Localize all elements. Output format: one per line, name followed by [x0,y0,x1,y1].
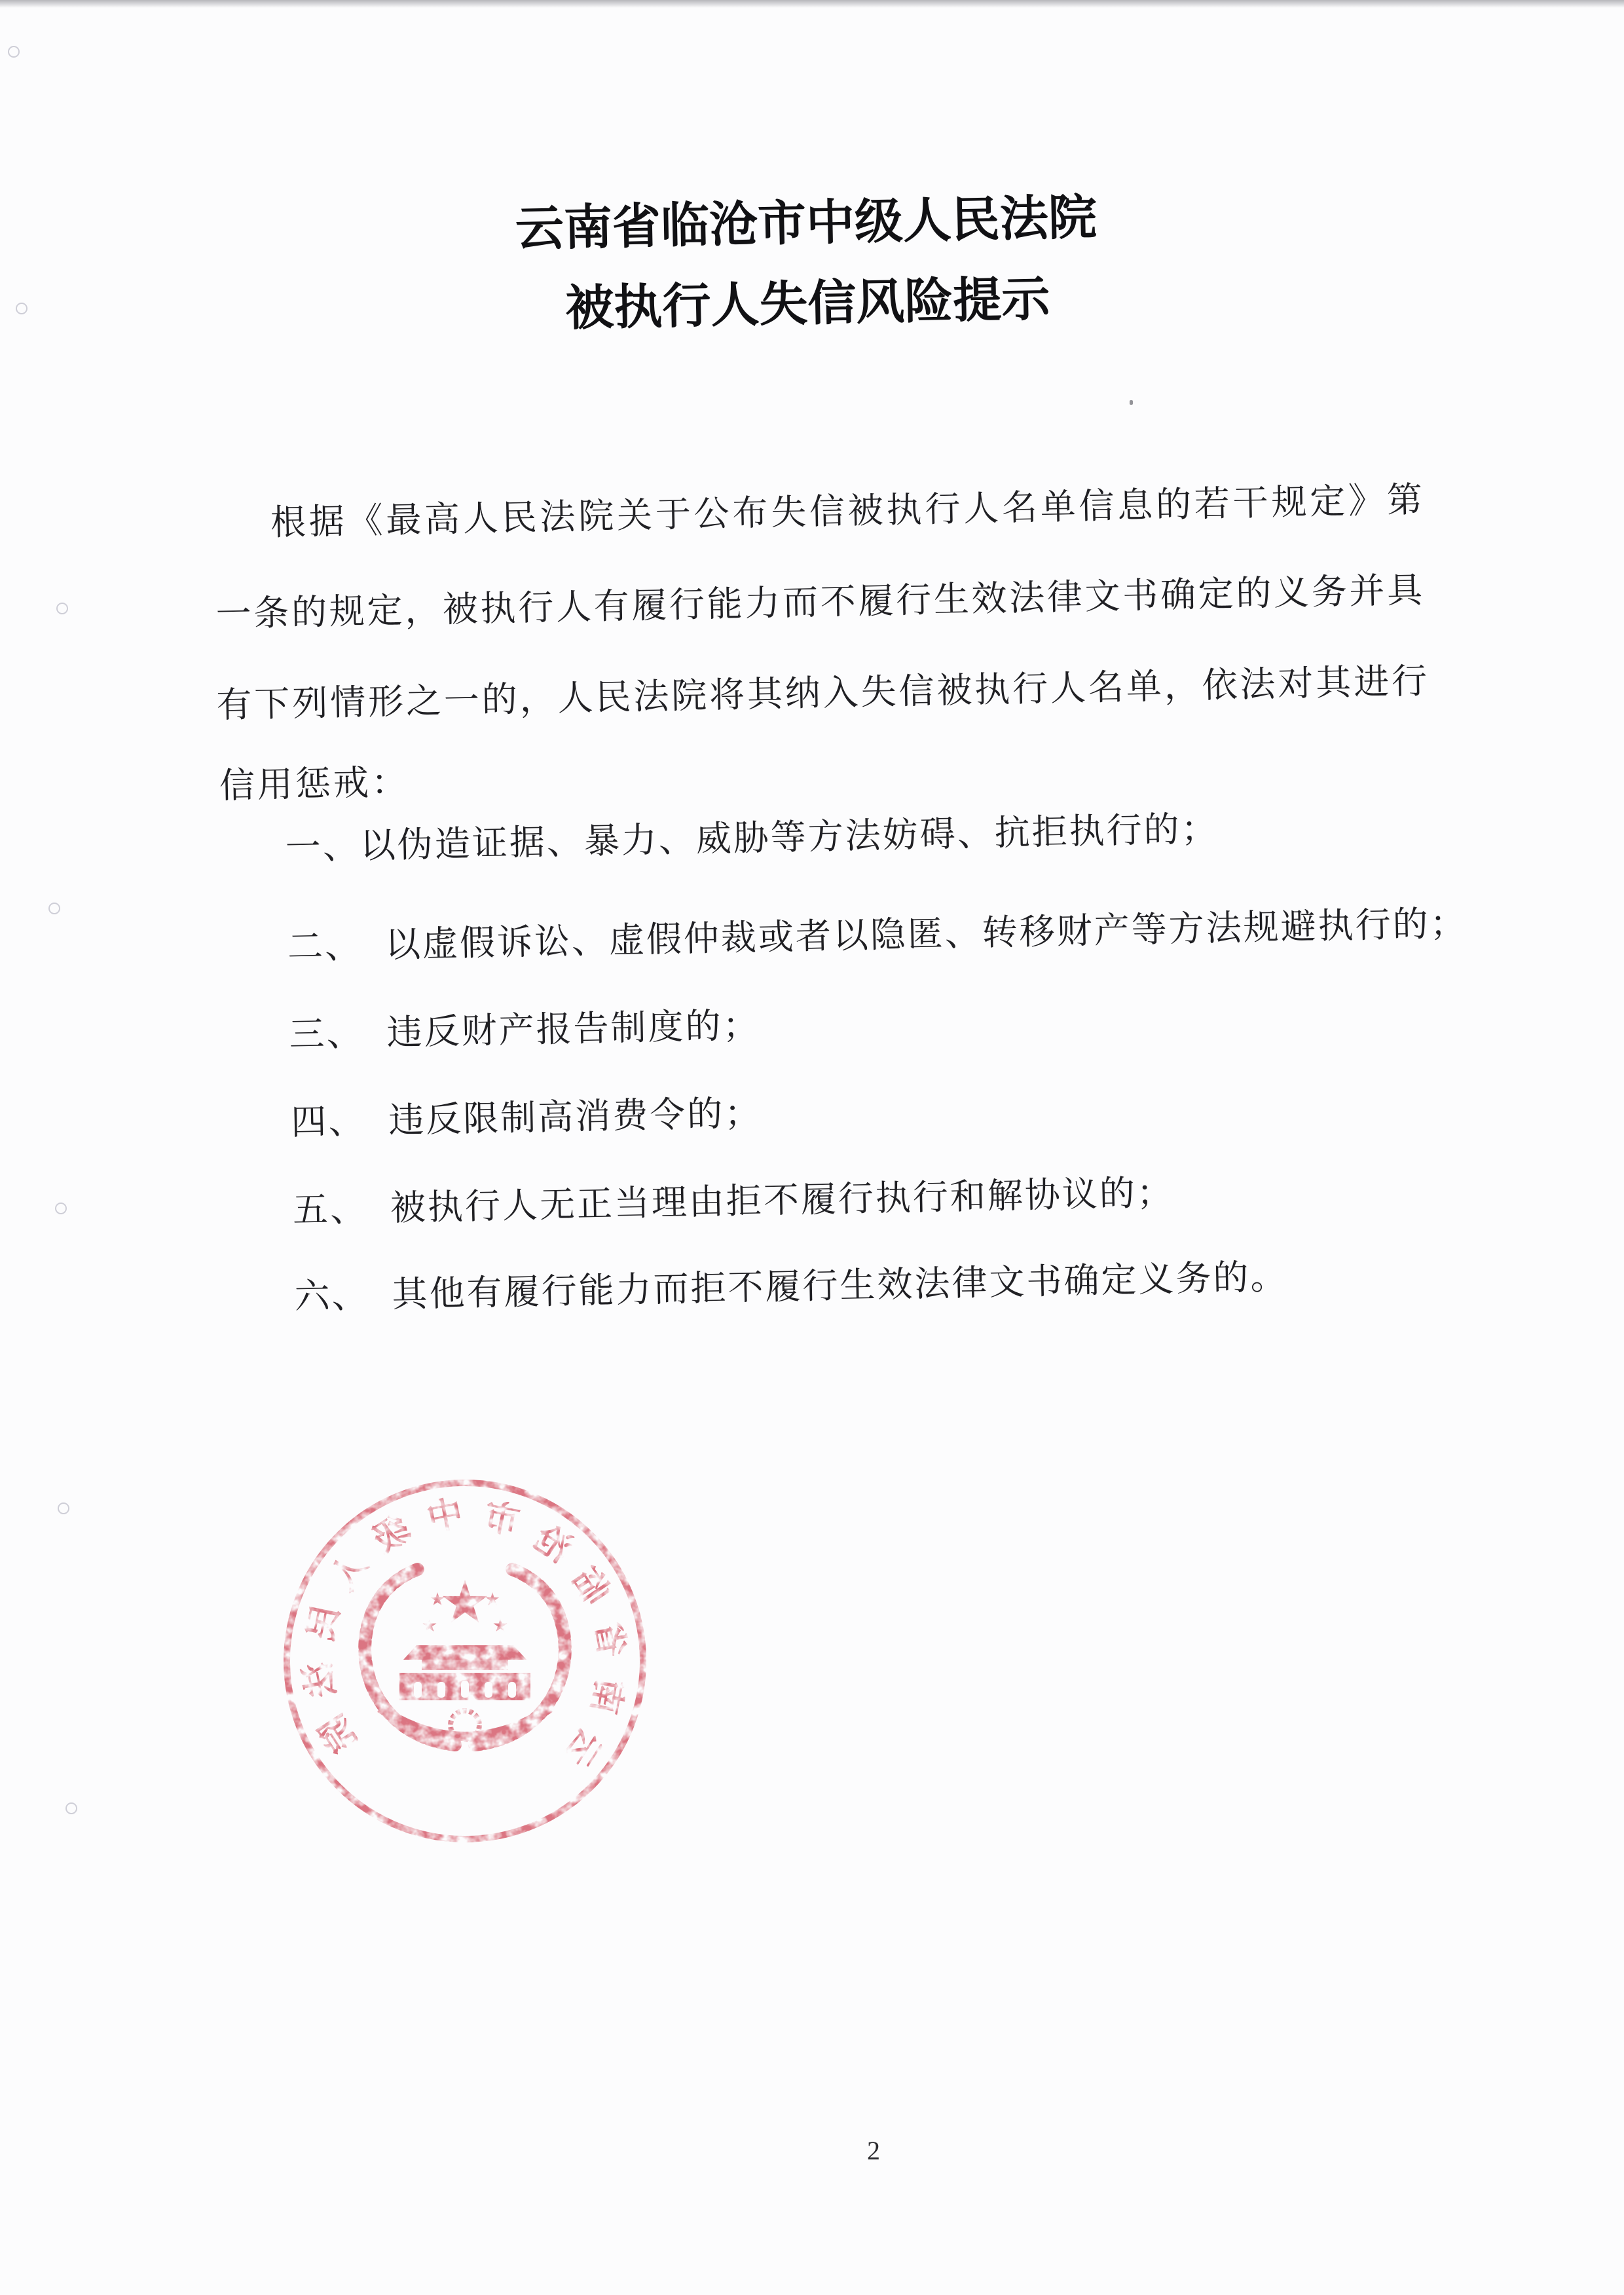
list-item [289,1002,760,1057]
seal-lettering-path: 云南省临沧市中级人民法院 [295,1491,635,1775]
list-item-number: 五、 [292,1187,368,1231]
list-item-number: 四、 [290,1100,366,1143]
list-item-text: 其他有履行能力而拒不履行生效法律文书确定义务的。 [392,1256,1289,1315]
seal-impression [287,1483,643,1839]
scan-mark [56,603,68,614]
small-star [431,1592,445,1605]
list-item-number: 六、 [294,1274,370,1317]
large-star [443,1580,487,1622]
scan-mark [58,1502,69,1514]
intro-line: 信用惩戒： [219,761,410,806]
intro-line: 有下列情形之一的，人民法院将其纳入失信被执行人名单，依法对其进行 [215,660,1430,726]
list-item-text: 违反限制高消费令的； [388,1092,762,1141]
gate-roof [403,1645,526,1660]
scan-top-edge [0,0,1624,8]
list-item-text: 违反财产报告制度的； [386,1004,761,1053]
court-seal [268,1465,661,1857]
list-item [287,901,1467,970]
gate-upper [422,1660,508,1670]
scan-mark [48,903,60,914]
scan-mark [16,303,28,314]
list-item [292,1170,1174,1233]
list-item-number: 三、 [289,1012,365,1055]
list-item [285,806,1219,870]
small-star [423,1618,437,1632]
national-emblem-icon [365,1569,565,1745]
list-item [291,1090,762,1145]
list-item-number: 二、 [287,924,363,967]
intro-line: 根据《最高人民法院关于公布失信被执行人名单信息的若干规定》第 [270,478,1426,544]
page-number: 2 [867,2136,880,2165]
list-item-number: 一、 [285,825,361,868]
document-body [56,40,1523,1379]
list-item-text: 被执行人无正当理由拒不履行执行和解协议的； [390,1171,1175,1229]
notice-title: 被执行人失信风险提示 [564,272,1051,337]
scan-mark [8,46,20,58]
small-star [494,1618,507,1632]
scan-mark [65,1802,77,1814]
court-name-title: 云南省临沧市中级人民法院 [515,191,1098,257]
list-item-text: 以伪造证据、暴力、威胁等方法妨碍、抗拒执行的； [360,808,1219,867]
intro-line: 一条的规定，被执行人有履行能力而不履行生效法律文书确定的义务并具 [215,569,1426,635]
scan-mark [55,1203,67,1214]
small-star [486,1592,500,1605]
list-item [294,1254,1288,1319]
list-item-text: 以虚假诉讼、虚假仲裁或者以隐匿、转移财产等方法规避执行的； [384,902,1468,965]
